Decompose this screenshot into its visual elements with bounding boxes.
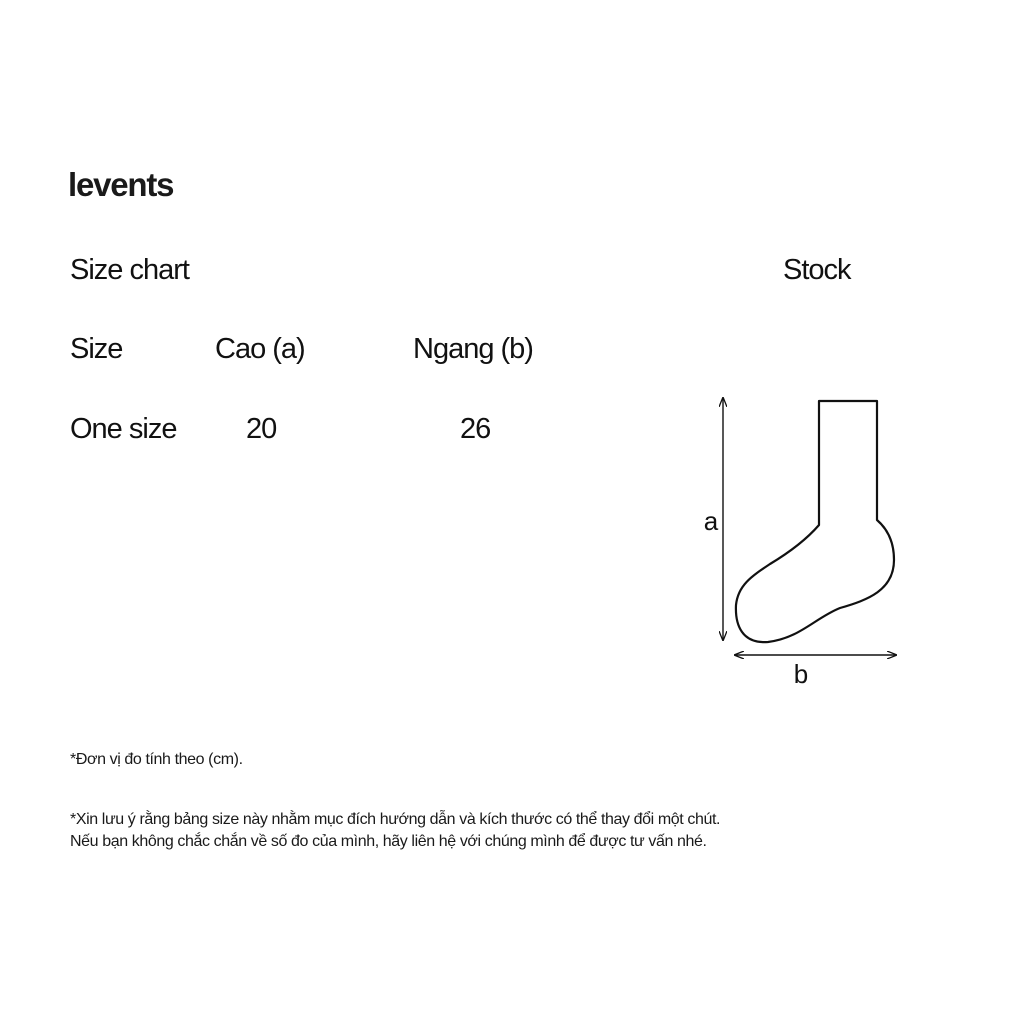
sock-icon bbox=[736, 401, 894, 642]
column-header-size: Size bbox=[70, 333, 123, 365]
disclaimer-line-1: *Xin lưu ý rằng bảng size này nhằm mục đích hướng dẫn và kích thước có thể thay đổi một chút. bbox=[70, 811, 721, 828]
page-title: Size chart bbox=[70, 254, 189, 286]
product-name: Stock bbox=[783, 254, 851, 286]
cell-width-value: 26 bbox=[460, 413, 491, 445]
column-header-width: Ngang (b) bbox=[413, 333, 533, 365]
disclaimer-line-2: Nếu bạn không chắc chắn về số đo của mình, hãy liên hệ với chúng mình để được tư vấn nhé. bbox=[70, 833, 707, 850]
brand-logo: levents bbox=[68, 166, 174, 203]
cell-size-value: One size bbox=[70, 413, 177, 445]
unit-note: *Đơn vị đo tính theo (cm). bbox=[70, 751, 243, 768]
height-dimension-label: a bbox=[703, 506, 719, 536]
width-dimension-label: b bbox=[793, 659, 809, 689]
column-header-height: Cao (a) bbox=[215, 333, 305, 365]
cell-height-value: 20 bbox=[246, 413, 277, 445]
